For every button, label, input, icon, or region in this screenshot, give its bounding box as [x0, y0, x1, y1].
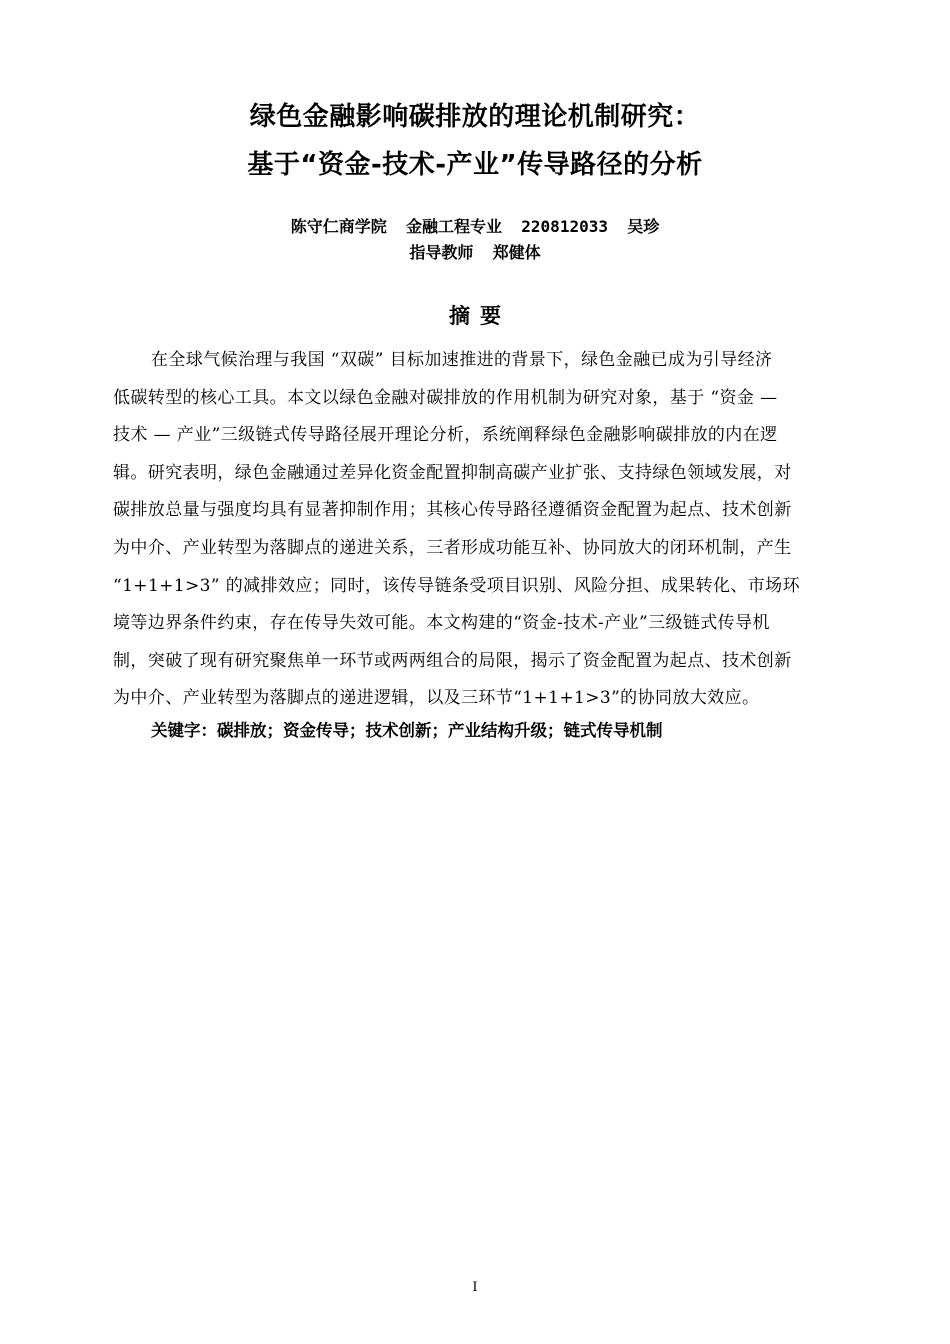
- abstract-heading: 摘要: [449, 304, 511, 328]
- author-info: 陈守仁商学院 金融工程专业 220812033 吴珍: [290, 217, 660, 236]
- abstract-line: “1+1+1>3” 的减排效应；同时，该传导链条受项目识别、风险分担、成果转化、市场环: [113, 575, 800, 596]
- abstract-line: 为中介、产业转型为落脚点的递进关系，三者形成功能互补、协同放大的闭环机制，产生: [113, 537, 792, 558]
- abstract-line: 低碳转型的核心工具。本文以绿色金融对碳排放的作用机制为研究对象，基于 “资金 —: [113, 387, 778, 408]
- paper-title-line-2: 基于“资金-技术-产业”传导路径的分析: [247, 150, 703, 180]
- keywords: 关键字：碳排放；资金传导；技术创新；产业结构升级；链式传导机制: [151, 721, 663, 740]
- page-number: I: [472, 1280, 478, 1295]
- abstract-line: 辑。研究表明，绿色金融通过差异化资金配置抑制高碳产业扩张、支持绿色领域发展，对: [113, 462, 792, 483]
- abstract-line: 碳排放总量与强度均具有显著抑制作用；其核心传导路径遵循资金配置为起点、技术创新: [113, 500, 792, 521]
- abstract-line: 为中介、产业转型为落脚点的递进逻辑，以及三环节“1+1+1>3”的协同放大效应。: [113, 688, 760, 709]
- abstract-line: 境等边界条件约束，存在传导失效可能。本文构建的“资金-技术-产业”三级链式传导机: [113, 613, 770, 634]
- abstract-body: [113, 342, 860, 718]
- abstract-line: 制，突破了现有研究聚焦单一环节或两两组合的局限，揭示了资金配置为起点、技术创新: [113, 650, 792, 671]
- abstract-line: 在全球气候治理与我国 “双碳” 目标加速推进的背景下，绿色金融已成为引导经济: [151, 350, 773, 370]
- abstract-line: 技术 — 产业”三级链式传导路径展开理论分析，系统阐释绿色金融影响碳排放的内在逻: [113, 425, 778, 446]
- advisor-info: 指导教师 郑健体: [409, 243, 541, 262]
- paper-title-line-1: 绿色金融影响碳排放的理论机制研究：: [249, 102, 701, 132]
